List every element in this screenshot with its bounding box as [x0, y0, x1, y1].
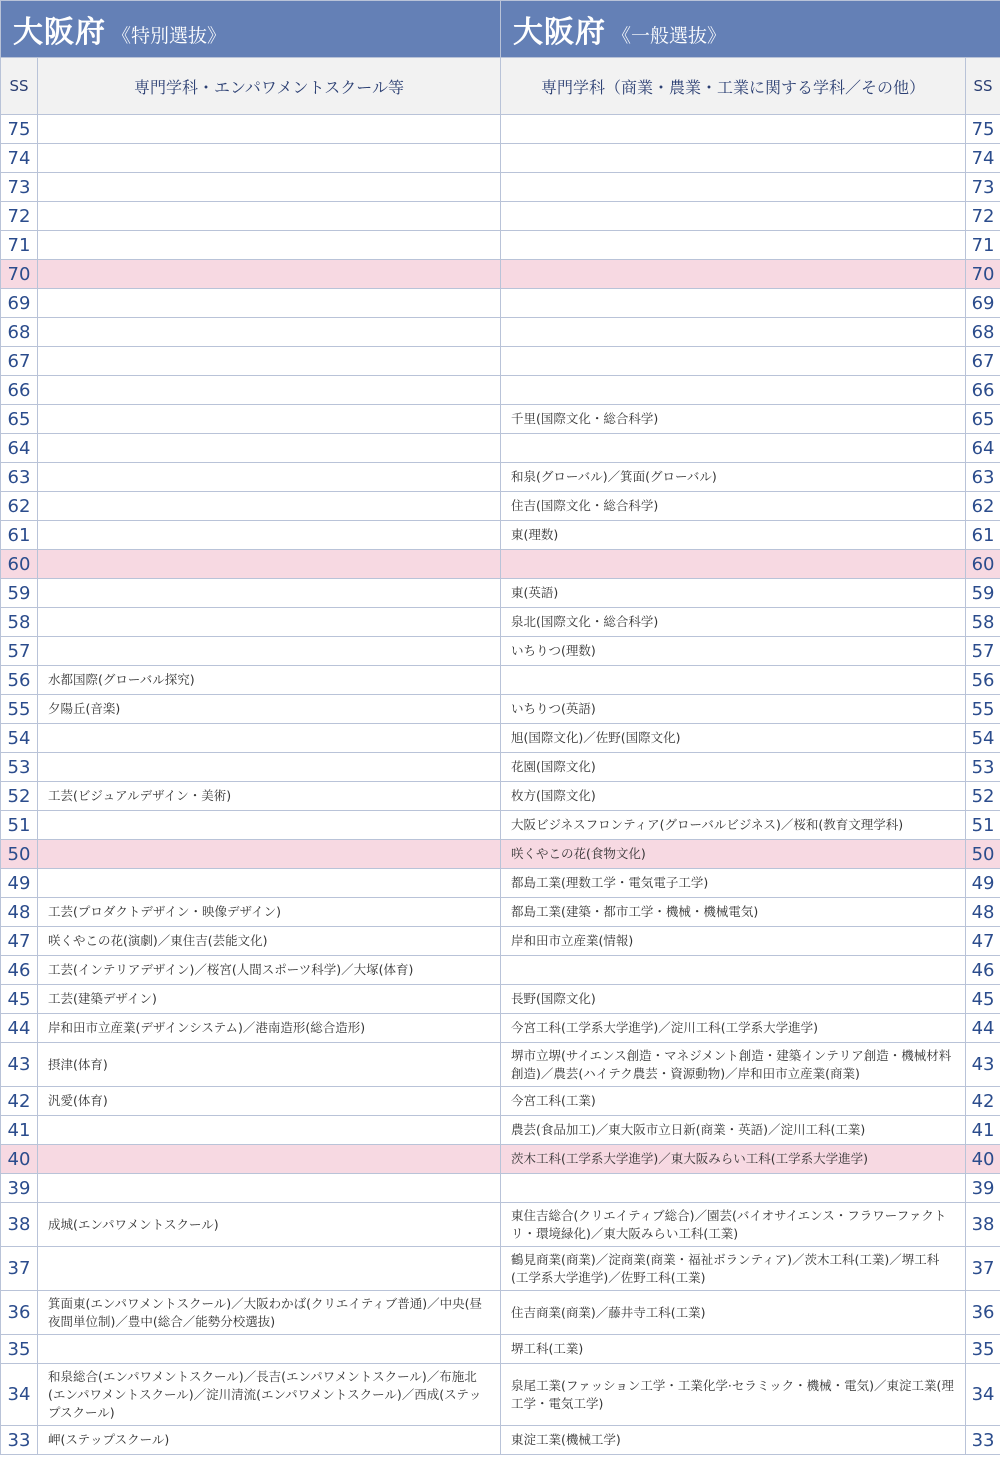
special-selection-schools — [38, 1247, 501, 1291]
ss-value-right: 54 — [966, 724, 1000, 753]
table-row — [1, 1116, 1000, 1145]
ss-value-left: 65 — [1, 405, 38, 434]
special-selection-schools: 工芸(インテリアデザイン)／桜宮(人間スポーツ科学)／大塚(体育) — [38, 956, 501, 985]
special-selection-schools: 摂津(体育) — [38, 1043, 501, 1087]
left-selection-type: 《特別選抜》 — [112, 25, 227, 47]
special-selection-schools — [38, 173, 501, 202]
special-selection-schools — [38, 753, 501, 782]
table-row — [1, 318, 1000, 347]
table-row — [1, 782, 1000, 811]
ss-value-right: 53 — [966, 753, 1000, 782]
special-selection-schools: 成城(エンパワメントスクール) — [38, 1203, 501, 1247]
special-selection-schools — [38, 840, 501, 869]
ss-value-left: 40 — [1, 1145, 38, 1174]
right-selection-type: 《一般選抜》 — [612, 25, 727, 47]
table-row — [1, 956, 1000, 985]
special-selection-schools — [38, 1116, 501, 1145]
general-selection-schools: 泉北(国際文化・総合科学) — [501, 608, 966, 637]
general-selection-schools — [501, 347, 966, 376]
ss-value-right: 52 — [966, 782, 1000, 811]
ss-value-left: 46 — [1, 956, 38, 985]
ss-value-right: 51 — [966, 811, 1000, 840]
ss-value-left: 43 — [1, 1043, 38, 1087]
ss-value-right: 73 — [966, 173, 1000, 202]
table-row — [1, 1247, 1000, 1291]
general-selection-schools: 農芸(食品加工)／東大阪市立日新(商業・英語)／淀川工科(工業) — [501, 1116, 966, 1145]
ss-value-left: 52 — [1, 782, 38, 811]
table-row — [1, 869, 1000, 898]
special-selection-schools — [38, 1335, 501, 1364]
ss-value-left: 51 — [1, 811, 38, 840]
ss-value-left: 39 — [1, 1174, 38, 1203]
ss-value-left: 53 — [1, 753, 38, 782]
special-selection-schools — [38, 376, 501, 405]
general-selection-schools: 都島工業(理数工学・電気電子工学) — [501, 869, 966, 898]
general-selection-schools: 枚方(国際文化) — [501, 782, 966, 811]
ss-value-right: 46 — [966, 956, 1000, 985]
ss-value-right: 50 — [966, 840, 1000, 869]
general-selection-schools: 東(理数) — [501, 521, 966, 550]
special-selection-schools — [38, 1174, 501, 1203]
ss-value-right: 67 — [966, 347, 1000, 376]
special-selection-schools — [38, 1145, 501, 1174]
ss-value-right: 40 — [966, 1145, 1000, 1174]
special-selection-schools: 咲くやこの花(演劇)／東住吉(芸能文化) — [38, 927, 501, 956]
ss-value-right: 33 — [966, 1426, 1000, 1455]
table-row — [1, 1364, 1000, 1426]
ss-value-left: 33 — [1, 1426, 38, 1455]
general-selection-schools — [501, 318, 966, 347]
ss-value-right: 36 — [966, 1291, 1000, 1335]
ss-value-right: 39 — [966, 1174, 1000, 1203]
ss-value-left: 75 — [1, 115, 38, 144]
table-row — [1, 405, 1000, 434]
table-row — [1, 1426, 1000, 1455]
special-selection-schools — [38, 724, 501, 753]
table-row — [1, 550, 1000, 579]
special-selection-schools — [38, 463, 501, 492]
ss-value-left: 47 — [1, 927, 38, 956]
general-selection-schools: いちりつ(英語) — [501, 695, 966, 724]
special-selection-schools — [38, 115, 501, 144]
table-row — [1, 202, 1000, 231]
ss-value-right: 71 — [966, 231, 1000, 260]
ss-value-left: 45 — [1, 985, 38, 1014]
ss-value-right: 38 — [966, 1203, 1000, 1247]
general-selection-schools: いちりつ(理数) — [501, 637, 966, 666]
ss-value-left: 67 — [1, 347, 38, 376]
general-selection-schools — [501, 173, 966, 202]
ss-value-right: 61 — [966, 521, 1000, 550]
special-selection-schools — [38, 231, 501, 260]
special-selection-schools — [38, 202, 501, 231]
ss-value-left: 72 — [1, 202, 38, 231]
ss-header-left: SS — [1, 58, 38, 115]
general-selection-schools: 今宮工科(工学系大学進学)／淀川工科(工学系大学進学) — [501, 1014, 966, 1043]
general-selection-schools: 咲くやこの花(食物文化) — [501, 840, 966, 869]
ss-value-right: 37 — [966, 1247, 1000, 1291]
ss-value-right: 42 — [966, 1087, 1000, 1116]
ss-value-right: 64 — [966, 434, 1000, 463]
special-selection-schools — [38, 550, 501, 579]
general-selection-schools — [501, 550, 966, 579]
ss-value-left: 63 — [1, 463, 38, 492]
ss-value-left: 54 — [1, 724, 38, 753]
table-row — [1, 144, 1000, 173]
general-selection-schools — [501, 231, 966, 260]
table-row — [1, 1291, 1000, 1335]
table-row — [1, 115, 1000, 144]
ss-value-right: 35 — [966, 1335, 1000, 1364]
ss-value-left: 59 — [1, 579, 38, 608]
right-column-header: 専門学科（商業・農業・工業に関する学科／その他） — [501, 58, 966, 115]
table-row — [1, 637, 1000, 666]
table-row — [1, 608, 1000, 637]
ss-value-right: 34 — [966, 1364, 1000, 1426]
ss-value-right: 48 — [966, 898, 1000, 927]
ss-value-right: 62 — [966, 492, 1000, 521]
general-selection-schools — [501, 666, 966, 695]
general-selection-schools: 堺市立堺(サイエンス創造・マネジメント創造・建築インテリア創造・機械材料創造)／農芸(ハイテク農芸・資源動物)／岸和田市立産業(商業) — [501, 1043, 966, 1087]
special-selection-schools: 水都国際(グローバル探究) — [38, 666, 501, 695]
special-selection-schools: 岬(ステップスクール) — [38, 1426, 501, 1455]
left-prefecture: 大阪府 — [13, 15, 106, 50]
ss-value-right: 47 — [966, 927, 1000, 956]
table-row — [1, 985, 1000, 1014]
table-row — [1, 434, 1000, 463]
ss-value-right: 59 — [966, 579, 1000, 608]
ss-value-right: 72 — [966, 202, 1000, 231]
table-row — [1, 840, 1000, 869]
table-row — [1, 173, 1000, 202]
ss-value-left: 60 — [1, 550, 38, 579]
ss-value-right: 56 — [966, 666, 1000, 695]
general-selection-schools: 住吉(国際文化・総合科学) — [501, 492, 966, 521]
special-selection-schools — [38, 811, 501, 840]
table-row — [1, 724, 1000, 753]
ss-value-left: 42 — [1, 1087, 38, 1116]
table-row — [1, 1014, 1000, 1043]
ss-value-right: 75 — [966, 115, 1000, 144]
ss-value-left: 70 — [1, 260, 38, 289]
ss-value-right: 57 — [966, 637, 1000, 666]
ss-value-left: 68 — [1, 318, 38, 347]
left-section-title — [1, 1, 501, 58]
ss-value-right: 66 — [966, 376, 1000, 405]
ss-value-left: 35 — [1, 1335, 38, 1364]
ss-value-left: 41 — [1, 1116, 38, 1145]
table-row — [1, 1087, 1000, 1116]
ss-value-left: 36 — [1, 1291, 38, 1335]
ss-value-left: 57 — [1, 637, 38, 666]
ss-value-left: 62 — [1, 492, 38, 521]
ss-value-right: 45 — [966, 985, 1000, 1014]
table-row — [1, 666, 1000, 695]
table-row — [1, 1145, 1000, 1174]
general-selection-schools: 鶴見商業(商業)／淀商業(商業・福祉ボランティア)／茨木工科(工業)／堺工科(工学系大学進学)／佐野工科(工業) — [501, 1247, 966, 1291]
general-selection-schools — [501, 289, 966, 318]
table-row — [1, 927, 1000, 956]
special-selection-schools — [38, 260, 501, 289]
special-selection-schools — [38, 579, 501, 608]
general-selection-schools: 今宮工科(工業) — [501, 1087, 966, 1116]
general-selection-schools — [501, 434, 966, 463]
general-selection-schools — [501, 956, 966, 985]
ss-value-left: 55 — [1, 695, 38, 724]
general-selection-schools: 東住吉総合(クリエイティブ総合)／園芸(バイオサイエンス・フラワーファクトリ・環境緑化)／東大阪みらい工科(工業) — [501, 1203, 966, 1247]
table-row — [1, 1335, 1000, 1364]
table-row — [1, 1203, 1000, 1247]
general-selection-schools: 東(英語) — [501, 579, 966, 608]
general-selection-schools — [501, 115, 966, 144]
ss-value-left: 48 — [1, 898, 38, 927]
ss-value-right: 70 — [966, 260, 1000, 289]
special-selection-schools: 工芸(プロダクトデザイン・映像デザイン) — [38, 898, 501, 927]
ss-value-right: 60 — [966, 550, 1000, 579]
special-selection-schools — [38, 608, 501, 637]
table-row — [1, 753, 1000, 782]
ss-value-left: 69 — [1, 289, 38, 318]
special-selection-schools — [38, 144, 501, 173]
table-row — [1, 579, 1000, 608]
table-row — [1, 376, 1000, 405]
ss-value-right: 43 — [966, 1043, 1000, 1087]
special-selection-schools: 和泉総合(エンパワメントスクール)／長吉(エンパワメントスクール)／布施北(エンパワメントスクール)／淀川清流(エンパワメントスクール)／西成(ステップスクール) — [38, 1364, 501, 1426]
ss-value-left: 37 — [1, 1247, 38, 1291]
ss-value-right: 49 — [966, 869, 1000, 898]
special-selection-schools — [38, 347, 501, 376]
general-selection-schools: 堺工科(工業) — [501, 1335, 966, 1364]
special-selection-schools — [38, 521, 501, 550]
table-row — [1, 347, 1000, 376]
general-selection-schools: 和泉(グローバル)／箕面(グローバル) — [501, 463, 966, 492]
special-selection-schools — [38, 492, 501, 521]
ss-value-right: 69 — [966, 289, 1000, 318]
special-selection-schools: 岸和田市立産業(デザインシステム)／港南造形(総合造形) — [38, 1014, 501, 1043]
ss-value-left: 74 — [1, 144, 38, 173]
ss-value-left: 71 — [1, 231, 38, 260]
special-selection-schools — [38, 869, 501, 898]
general-selection-schools: 岸和田市立産業(情報) — [501, 927, 966, 956]
general-selection-schools: 千里(国際文化・総合科学) — [501, 405, 966, 434]
ss-value-left: 66 — [1, 376, 38, 405]
right-prefecture: 大阪府 — [513, 15, 607, 50]
ss-value-right: 44 — [966, 1014, 1000, 1043]
ss-value-left: 73 — [1, 173, 38, 202]
ss-value-left: 64 — [1, 434, 38, 463]
ss-value-right: 58 — [966, 608, 1000, 637]
table-row — [1, 463, 1000, 492]
general-selection-schools — [501, 260, 966, 289]
general-selection-schools: 長野(国際文化) — [501, 985, 966, 1014]
ss-value-left: 56 — [1, 666, 38, 695]
special-selection-schools: 工芸(建築デザイン) — [38, 985, 501, 1014]
special-selection-schools — [38, 318, 501, 347]
ss-value-left: 58 — [1, 608, 38, 637]
ss-value-left: 49 — [1, 869, 38, 898]
table-body — [1, 115, 1000, 1455]
table-row — [1, 260, 1000, 289]
table-row — [1, 231, 1000, 260]
right-section-title — [501, 1, 1000, 58]
ss-value-right: 63 — [966, 463, 1000, 492]
special-selection-schools — [38, 434, 501, 463]
special-selection-schools — [38, 405, 501, 434]
ss-value-right: 41 — [966, 1116, 1000, 1145]
special-selection-schools — [38, 289, 501, 318]
special-selection-schools: 夕陽丘(音楽) — [38, 695, 501, 724]
ss-value-left: 38 — [1, 1203, 38, 1247]
general-selection-schools: 東淀工業(機械工学) — [501, 1426, 966, 1455]
special-selection-schools: 汎愛(体育) — [38, 1087, 501, 1116]
general-selection-schools — [501, 1174, 966, 1203]
prefecture-header-row — [1, 1, 1000, 58]
general-selection-schools: 大阪ビジネスフロンティア(グローバルビジネス)／桜和(教育文理学科) — [501, 811, 966, 840]
table-row — [1, 289, 1000, 318]
general-selection-schools: 都島工業(建築・都市工学・機械・機械電気) — [501, 898, 966, 927]
column-header-row — [1, 58, 1000, 115]
table-row — [1, 492, 1000, 521]
ss-value-right: 74 — [966, 144, 1000, 173]
special-selection-schools — [38, 637, 501, 666]
ss-value-left: 44 — [1, 1014, 38, 1043]
general-selection-schools: 住吉商業(商業)／藤井寺工科(工業) — [501, 1291, 966, 1335]
general-selection-schools — [501, 202, 966, 231]
general-selection-schools: 花園(国際文化) — [501, 753, 966, 782]
ss-value-right: 55 — [966, 695, 1000, 724]
ss-value-right: 65 — [966, 405, 1000, 434]
table-row — [1, 695, 1000, 724]
special-selection-schools: 箕面東(エンパワメントスクール)／大阪わかば(クリエイティブ普通)／中央(昼夜間単位制)／豊中(総合／能勢分校選抜) — [38, 1291, 501, 1335]
table-row — [1, 811, 1000, 840]
ss-header-right: SS — [966, 58, 1000, 115]
ss-value-left: 34 — [1, 1364, 38, 1426]
general-selection-schools — [501, 376, 966, 405]
table-row — [1, 898, 1000, 927]
special-selection-schools: 工芸(ビジュアルデザイン・美術) — [38, 782, 501, 811]
left-column-header: 専門学科・エンパワメントスクール等 — [38, 58, 501, 115]
ss-value-right: 68 — [966, 318, 1000, 347]
table-row — [1, 1043, 1000, 1087]
general-selection-schools — [501, 144, 966, 173]
table-row — [1, 521, 1000, 550]
general-selection-schools: 茨木工科(工学系大学進学)／東大阪みらい工科(工学系大学進学) — [501, 1145, 966, 1174]
ss-value-left: 61 — [1, 521, 38, 550]
ss-value-left: 50 — [1, 840, 38, 869]
general-selection-schools: 泉尾工業(ファッション工学・工業化学·セラミック・機械・電気)／東淀工業(理工学・電気工学) — [501, 1364, 966, 1426]
general-selection-schools: 旭(国際文化)／佐野(国際文化) — [501, 724, 966, 753]
table-row — [1, 1174, 1000, 1203]
